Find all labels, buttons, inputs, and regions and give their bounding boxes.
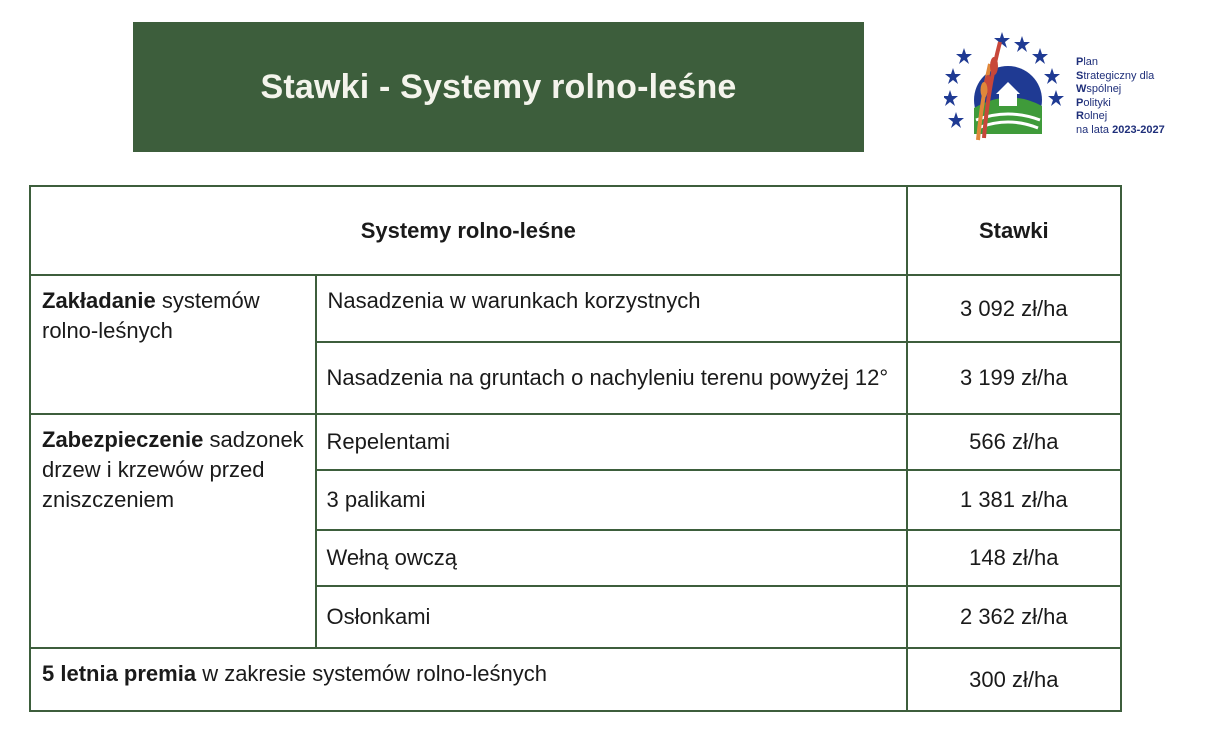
row-description: 3 palikami <box>316 470 907 530</box>
page-title: Stawki - Systemy rolno-leśne <box>260 67 737 106</box>
premium-rate: 300 zł/ha <box>907 648 1121 711</box>
row-rate: 1 381 zł/ha <box>907 470 1121 530</box>
eu-stars-wheat-logo-icon <box>944 28 1074 148</box>
premium-description: 5 letnia premia w zakresie systemów rolno-leśnych <box>30 648 907 711</box>
table-row <box>30 275 1121 342</box>
row-description: Nasadzenia w warunkach korzystnych <box>316 275 907 342</box>
row-description: Repelentami <box>316 414 907 470</box>
row-rate: 2 362 zł/ha <box>907 586 1121 648</box>
row-description: Nasadzenia na gruntach o nachyleniu terenu powyżej 12° <box>316 342 907 414</box>
row-description: Osłonkami <box>316 586 907 648</box>
header-systems: Systemy rolno-leśne <box>30 186 907 275</box>
ps-wpr-logo <box>944 28 1184 148</box>
row-rate: 3 199 zł/ha <box>907 342 1121 414</box>
header-rates: Stawki <box>907 186 1121 275</box>
table-header-row <box>30 186 1121 275</box>
rates-table <box>29 185 1122 712</box>
premium-row <box>30 648 1121 711</box>
group-establishment: Zakładanie systemów rolno-leśnych <box>30 275 316 414</box>
title-banner <box>133 22 864 152</box>
row-description: Wełną owczą <box>316 530 907 586</box>
row-rate: 3 092 zł/ha <box>907 275 1121 342</box>
row-rate: 148 zł/ha <box>907 530 1121 586</box>
group-protection: Zabezpieczenie sadzonek drzew i krzewów przed zniszczeniem <box>30 414 316 648</box>
logo-text: Plan Strategiczny dla Wspólnej Polityki Rolnej na lata 2023-2027 <box>1076 56 1165 136</box>
table-row <box>30 414 1121 470</box>
row-rate: 566 zł/ha <box>907 414 1121 470</box>
